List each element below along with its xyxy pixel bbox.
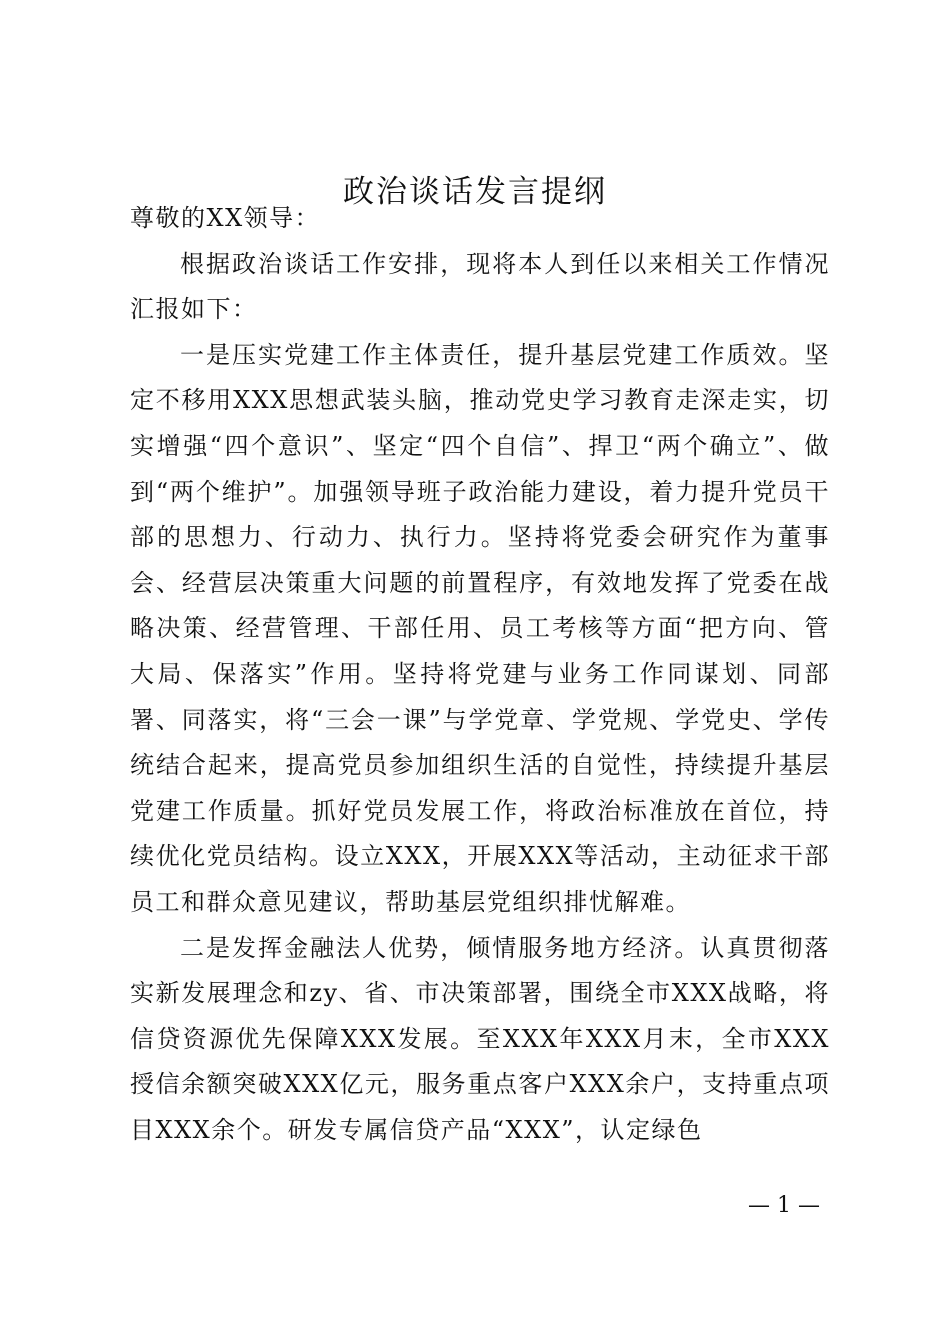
document-body — [130, 196, 830, 1153]
paragraph-local-economy: 二是发挥金融法人优势，倾情服务地方经济。认真贯彻落实新发展理念和zy、省、市决策部署，围绕全市XXX战略，将信贷资源优先保障XXX发展。至XXX年XXX月末，全市XXX授信余额突破XXX亿元，服务重点客户XXX余户，支持重点项目XXX余个。研发专属信贷产品“XXX”，认定绿色 — [130, 933, 830, 1144]
paragraph-party-building: 一是压实党建工作主体责任，提升基层党建工作质效。坚定不移用XXX思想武装头脑，推动党史学习教育走深走实，切实增强“四个意识”、坚定“四个自信”、捍卫“两个确立”、做到“两个维护”。加强领导班子政治能力建设，着力提升党员干部的思想力、行动力、执行力。坚持将党委会研究作为董事会、经营层决策重大问题的前置程序，有效地发挥了党委在战略决策、经营管理、干部任用、员工考核等方面“把方向、管大局、保落实”作用。坚持将党建与业务工作同谋划、同部署、同落实，将“三会一课”与学党章、学党规、学党史、学传统结合起来，提高党员参加组织生活的自觉性，持续提升基层党建工作质量。抓好党员发展工作，将政治标准放在首位，持续优化党员结构。设立XXX，开展XXX等活动，主动征求干部员工和群众意见建议，帮助基层党组织排忧解难。 — [130, 340, 830, 916]
page-number: — 1 — — [748, 1193, 820, 1218]
paragraph-intro: 根据政治谈话工作安排，现将本人到任以来相关工作情况汇报如下： — [130, 249, 830, 324]
salutation: 尊敬的XX领导： — [130, 204, 321, 232]
document-title: 政治谈话发言提纲 — [343, 174, 607, 210]
